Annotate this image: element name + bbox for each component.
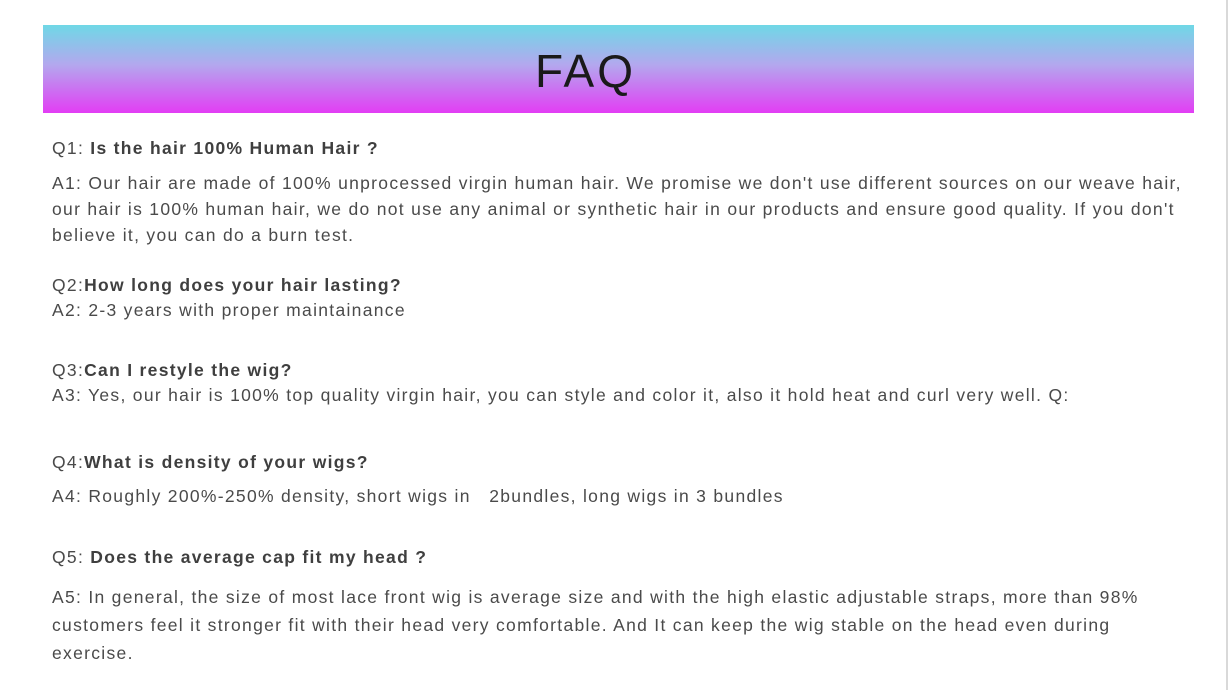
faq-banner — [43, 25, 1194, 113]
question-prefix: Q1: — [52, 138, 91, 158]
question — [52, 450, 1192, 474]
answer: A3: Yes, our hair is 100% top quality virgin hair, you can style and color it, also it hold heat and curl very well. Q: — [52, 385, 1070, 405]
question — [52, 273, 1192, 297]
question-text: Can I restyle the wig? — [84, 360, 293, 380]
faq-item-2 — [52, 273, 1192, 323]
question-prefix: Q4: — [52, 452, 85, 472]
question-text: Does the average cap fit my head ? — [90, 547, 428, 567]
question — [52, 545, 1192, 569]
faq-item-1 — [52, 136, 1192, 248]
question-text: How long does your hair lasting? — [84, 275, 402, 295]
banner-title: FAQ — [534, 45, 637, 97]
faq-item-5 — [52, 545, 1192, 667]
question-prefix: Q5: — [52, 547, 91, 567]
answer: A1: Our hair are made of 100% unprocessed virgin human hair. We promise we don't use different sources on our weave hair, our hair is 100% human hair, we do not use any animal or synthetic hair in our products and ensure good quality. If you don't believe it, you can do a burn test. — [52, 173, 1182, 245]
question — [52, 358, 1192, 382]
faq-item-4 — [52, 450, 1192, 509]
answer: A4: Roughly 200%-250% density, short wigs in 2bundles, long wigs in 3 bundles — [52, 486, 784, 506]
answer: A2: 2-3 years with proper maintainance — [52, 300, 406, 320]
question-prefix: Q3: — [52, 360, 85, 380]
answer: A5: In general, the size of most lace front wig is average size and with the high elastic adjustable straps, more than 98% customers feel it stronger fit with their head very comfortable. And It can keep the wig stable on the head even during exercise. — [52, 587, 1139, 663]
question-prefix: Q2: — [52, 275, 85, 295]
right-border — [1226, 0, 1228, 690]
question-text: Is the hair 100% Human Hair ? — [90, 138, 379, 158]
faq-item-3 — [52, 358, 1192, 408]
question — [52, 136, 1192, 160]
question-text: What is density of your wigs? — [84, 452, 369, 472]
